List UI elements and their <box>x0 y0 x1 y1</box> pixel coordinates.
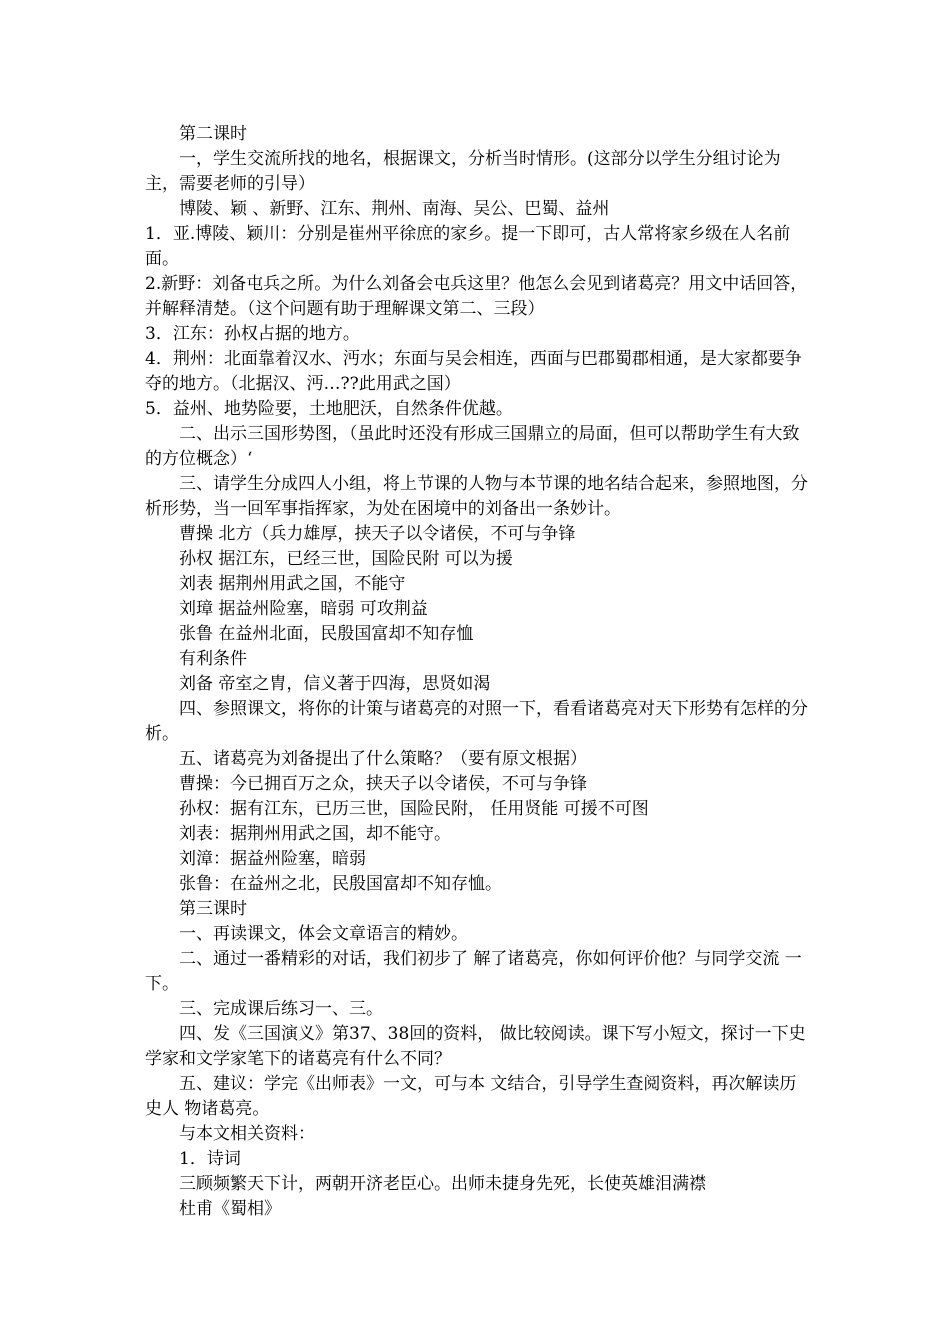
paragraph: 四、发《三国演义》第37、38回的资料， 做比较阅读。课下写小短文，探讨一下史学家和文学家笔下的诸葛亮有什么不同？ <box>145 1024 806 1069</box>
paragraph: 张鲁：在益州之北，民殷国富却不知存恤。 <box>179 874 502 894</box>
paragraph: 三顾频繁天下计，两朝开济老臣心。出师未捷身先死，长使英雄泪满襟 <box>179 1174 706 1194</box>
paragraph: 孙权：据有江东，已历三世，国险民附， 任用贤能 可援不可图 <box>179 799 649 819</box>
paragraph: 五、诸葛亮为刘备提出了什么策略？（要有原文根据） <box>179 749 587 769</box>
paragraph: 博陵、颖 、新野、江东、荆州、南海、吴公、巴蜀、益州 <box>179 199 610 219</box>
paragraph: 2.新野：刘备屯兵之所。为什么刘备会屯兵这里？他怎么会见到诸葛亮？用文中话回答，并解释清楚。（这个问题有助于理解课文第二、三段） <box>145 274 808 319</box>
paragraph: 4．荆州：北面靠着汉水、沔水；东面与吴会相连，西面与巴郡蜀郡相通，是大家都要争夺的地方。（北据汉、沔…??此用武之国） <box>145 349 802 394</box>
paragraph: 杜甫《蜀相》 <box>179 1199 281 1219</box>
paragraph: 3．江东：孙权占据的地方。 <box>145 324 360 344</box>
paragraph: 三、请学生分成四人小组，将上节课的人物与本节课的地名结合起来，参照地图，分析形势，当一回军事指挥家，为处在困境中的刘备出一条妙计。 <box>145 474 808 519</box>
paragraph: 五、建议：学完《出师表》一文，可与本 文结合，引导学生查阅资料，再次解读历史人 物诸葛亮。 <box>145 1074 797 1119</box>
paragraph: 刘表 据荆州用武之国，不能守 <box>179 574 406 594</box>
paragraph: 张鲁 在益州北面，民殷国富却不知存恤 <box>179 624 474 644</box>
paragraph: 四、参照课文，将你的计策与诸葛亮的对照一下，看看诸葛亮对天下形势有怎样的分析。 <box>145 699 808 744</box>
paragraph: 二、出示三国形势图，（虽此时还没有形成三国鼎立的局面，但可以帮助学生有大致的方位概念）‘ <box>145 424 800 469</box>
paragraph: 刘备 帝室之胄，信义著于四海，思贤如渴 <box>179 674 491 694</box>
paragraph: 1．诗词 <box>179 1149 241 1169</box>
paragraph: 孙权 据江东，已经三世，国险民附 可以为援 <box>179 549 513 569</box>
paragraph: 第三课时 <box>179 899 247 919</box>
paragraph: 刘漳：据益州险塞，暗弱 <box>179 849 366 869</box>
paragraph: 刘表：据荆州用武之国，却不能守。 <box>179 824 451 844</box>
paragraph: 一、再读课文，体会文章语言的精妙。 <box>179 924 468 944</box>
paragraph: 一，学生交流所找的地名，根据课文，分析当时情形。(这部分以学生分组讨论为主，需要老师的引导） <box>145 149 781 194</box>
paragraph: 与本文相关资料： <box>179 1124 315 1144</box>
paragraph: 1．亚.博陵、颖川：分别是崔州平徐庶的家乡。提一下即可，古人常将家乡级在人名前面。 <box>145 224 791 269</box>
paragraph: 有利条件 <box>179 649 247 669</box>
document-body <box>145 122 810 1222</box>
paragraph: 第二课时 <box>179 124 247 144</box>
paragraph: 曹操 北方（兵力雄厚，挟天子以令诸侯，不可与争锋 <box>179 524 576 544</box>
paragraph: 二、通过一番精彩的对话，我们初步了 解了诸葛亮，你如何评价他？与同学交流 一下。 <box>145 949 802 994</box>
paragraph: 刘璋 据益州险塞，暗弱 可攻荆益 <box>179 599 428 619</box>
paragraph: 5．益州、地势险要，土地肥沃，自然条件优越。 <box>145 399 513 419</box>
paragraph: 三、完成课后练习一、三。 <box>179 999 383 1019</box>
paragraph: 曹操：今已拥百万之众，挟天子以令诸侯，不可与争锋 <box>179 774 587 794</box>
